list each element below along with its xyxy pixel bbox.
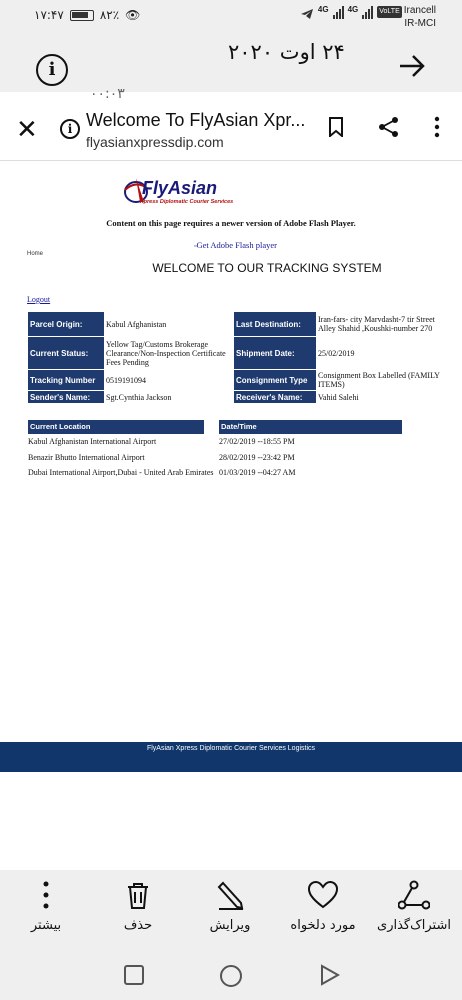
delete-button[interactable] bbox=[98, 880, 178, 933]
detail-value: Consignment Box Labelled (FAMILY ITEMS) bbox=[318, 371, 440, 389]
more-label: بیشتر bbox=[30, 918, 62, 933]
welcome-heading: WELCOME TO OUR TRACKING SYSTEM bbox=[152, 261, 382, 275]
logout-link[interactable]: Logout bbox=[27, 295, 51, 304]
detail-label: Last Destination: bbox=[234, 312, 316, 336]
edit-button[interactable] bbox=[190, 880, 270, 933]
home-link[interactable]: Home bbox=[27, 251, 44, 257]
action-bar bbox=[0, 870, 462, 954]
detail-label: Receiver's Name: bbox=[234, 391, 316, 403]
carrier-info bbox=[377, 5, 436, 30]
bookmark-icon[interactable] bbox=[328, 117, 344, 137]
page-title: Welcome To FlyAsian Xpr... bbox=[86, 110, 306, 130]
share-label: اشتراک‌گذاری bbox=[377, 918, 451, 933]
close-icon[interactable]: ✕ bbox=[16, 114, 38, 144]
status-bar bbox=[0, 0, 462, 32]
get-flash-link[interactable] bbox=[194, 240, 277, 250]
detail-value: Sgt.Cynthia Jackson bbox=[106, 392, 172, 402]
detail-value: 0519191094 bbox=[106, 375, 146, 385]
network-type-2: 4G bbox=[347, 5, 359, 14]
get-flash-text: Get Adobe Flash player bbox=[196, 240, 277, 250]
detail-label: Tracking Number bbox=[28, 370, 104, 390]
trash-icon bbox=[123, 880, 153, 910]
site-footer: FlyAsian Xpress Diplomatic Courier Services Logistics bbox=[0, 742, 462, 772]
volte-badge: VoLTE bbox=[377, 6, 402, 18]
sheet-time: ۰۰:۰۳ bbox=[90, 86, 125, 102]
divider bbox=[0, 160, 462, 161]
location-cell: Kabul Afghanistan International Airport bbox=[28, 437, 157, 446]
url-bar bbox=[0, 106, 462, 162]
system-nav-bar bbox=[0, 954, 462, 1000]
signal-icon-2 bbox=[362, 5, 373, 19]
status-time: ۱۷:۴۷ bbox=[34, 8, 64, 22]
detail-value: Yellow Tag/Customs Brokerage Clearance/Non-Inspection Certificate Fees Pending bbox=[106, 339, 226, 367]
signal-icon-1 bbox=[333, 5, 344, 19]
detail-label: Parcel Origin: bbox=[28, 312, 104, 336]
browser-sheet bbox=[0, 86, 462, 870]
back-icon[interactable] bbox=[318, 964, 340, 986]
status-left bbox=[34, 8, 140, 22]
detail-label: Current Status: bbox=[28, 337, 104, 369]
favorite-button[interactable] bbox=[283, 880, 363, 933]
table-row bbox=[28, 453, 399, 462]
share-button[interactable] bbox=[374, 880, 454, 933]
datetime-cell: 28/02/2019 --23:42 PM bbox=[219, 453, 295, 462]
network-type-1: 4G bbox=[317, 5, 329, 14]
location-cell: Dubai International Airport,Dubai - United Arab Emirates bbox=[28, 468, 214, 477]
recent-apps-icon[interactable] bbox=[123, 964, 145, 986]
broken-image-icon: ▫ bbox=[194, 242, 197, 250]
pencil-icon bbox=[215, 880, 245, 910]
location-cell: Benazir Bhutto International Airport bbox=[28, 453, 145, 462]
logo-tagline: Xpress Diplomatic Courier Services bbox=[140, 199, 234, 205]
detail-row-2 bbox=[28, 337, 454, 369]
delete-label: حذف bbox=[123, 918, 153, 933]
detail-value: Kabul Afghanistan bbox=[106, 319, 167, 329]
page-domain[interactable]: flyasianxpressdip.com bbox=[86, 134, 224, 150]
location-table-header bbox=[28, 420, 402, 434]
datetime-cell: 01/03/2019 --04:27 AM bbox=[219, 468, 296, 477]
detail-value: Vahid Salehi bbox=[318, 392, 359, 402]
detail-label: Shipment Date: bbox=[234, 337, 316, 369]
detail-value: Iran-fars- city Marvdasht-7 tir Street Alley Shahid ,Koushki-number 270 bbox=[318, 315, 435, 333]
message-date: ۲۴ اوت ۲۰۲۰ bbox=[228, 40, 345, 64]
telegram-icon bbox=[300, 8, 314, 20]
home-icon[interactable] bbox=[219, 964, 243, 988]
edit-label: ویرایش bbox=[209, 918, 251, 933]
detail-value: 25/02/2019 bbox=[318, 348, 355, 358]
table-row bbox=[28, 437, 399, 446]
detail-row-4 bbox=[28, 391, 454, 403]
share-icon[interactable] bbox=[378, 116, 400, 138]
detail-label: Sender's Name: bbox=[28, 391, 104, 403]
more-button[interactable] bbox=[6, 880, 86, 933]
battery-icon bbox=[70, 10, 94, 21]
more-vert-icon[interactable] bbox=[432, 116, 442, 138]
datetime-header: Date/Time bbox=[219, 420, 402, 434]
logo-text: FlyAsian bbox=[142, 178, 218, 198]
datetime-cell: 27/02/2019 --18:55 PM bbox=[219, 437, 295, 446]
eye-comfort-icon: 👁 bbox=[125, 8, 141, 22]
status-right bbox=[300, 5, 436, 30]
location-header: Current Location bbox=[28, 420, 204, 434]
favorite-label: مورد دلخواه bbox=[290, 918, 356, 933]
table-row bbox=[28, 468, 399, 477]
forward-arrow-icon[interactable] bbox=[398, 54, 426, 84]
detail-row-3 bbox=[28, 370, 454, 390]
carrier-name: Irancell bbox=[403, 5, 436, 16]
detail-row-1 bbox=[28, 312, 454, 336]
heart-icon bbox=[307, 880, 339, 910]
share-icon bbox=[398, 880, 430, 910]
carrier-sub: IR-MCI bbox=[404, 18, 436, 29]
flash-message: Content on this page requires a newer version of Adobe Flash Player. bbox=[106, 218, 356, 228]
site-info-icon[interactable]: i bbox=[60, 119, 80, 139]
battery-level: ۸۲٪ bbox=[99, 8, 120, 22]
web-page bbox=[0, 162, 462, 870]
info-icon[interactable]: i bbox=[36, 54, 68, 86]
detail-label: Consignment Type bbox=[234, 370, 316, 390]
more-vert-icon bbox=[41, 880, 51, 910]
